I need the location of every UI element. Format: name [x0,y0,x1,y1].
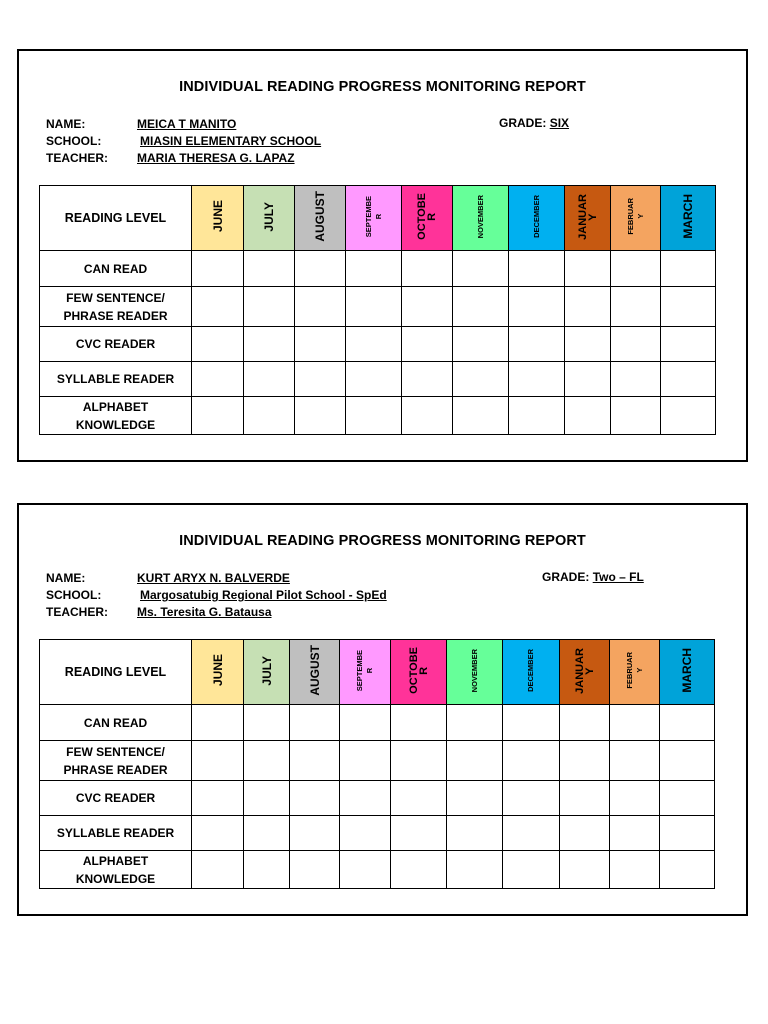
month-label: JULY [259,655,274,686]
progress-cell[interactable] [244,816,290,851]
progress-cell[interactable] [661,327,716,362]
month-header [447,640,503,705]
table-row [40,816,715,851]
progress-cell[interactable] [661,397,716,435]
table-row [40,362,716,397]
progress-table [39,639,715,889]
month-label: OCTOBE R [416,193,438,240]
progress-cell[interactable] [661,362,716,397]
progress-cell[interactable] [503,851,560,889]
progress-cell[interactable] [565,251,611,287]
progress-cell[interactable] [391,816,447,851]
progress-cell[interactable] [453,287,509,327]
progress-cell[interactable] [560,781,610,816]
progress-cell[interactable] [244,287,295,327]
progress-cell[interactable] [340,851,391,889]
school-label: SCHOOL: [46,134,102,148]
progress-cell[interactable] [610,781,660,816]
grade-value: Two – FL [592,570,644,584]
progress-cell[interactable] [391,851,447,889]
teacher-name: MARIA THERESA G. LAPAZ [137,151,295,165]
progress-cell[interactable] [447,781,503,816]
progress-cell[interactable] [295,397,346,435]
progress-cell[interactable] [509,287,565,327]
progress-cell[interactable] [340,741,391,781]
progress-cell[interactable] [565,287,611,327]
month-label: MARCH [680,648,694,693]
progress-cell[interactable] [295,287,346,327]
grade-field [499,116,569,130]
reading-level-label: FEW SENTENCE/ PHRASE READER [40,741,192,781]
month-label: AUGUST [313,191,327,242]
grade-label: GRADE: [542,570,590,584]
table-row [40,251,716,287]
month-label: FEBRUAR Y [624,652,644,689]
month-label: SEPTEMBE R [363,195,383,238]
progress-cell[interactable] [509,362,565,397]
progress-cell[interactable] [346,327,402,362]
progress-cell[interactable] [447,741,503,781]
reading-level-header: READING LEVEL [40,186,192,251]
reading-level-label: CVC READER [40,781,192,816]
month-header [346,186,402,251]
progress-cell[interactable] [447,816,503,851]
progress-cell[interactable] [244,851,290,889]
progress-cell[interactable] [290,741,340,781]
report-title: INDIVIDUAL READING PROGRESS MONITORING REPORT [179,79,586,95]
reading-level-label: ALPHABET KNOWLEDGE [40,851,192,889]
month-header [244,640,290,705]
table-row [40,397,716,435]
teacher-name: Ms. Teresita G. Batausa [137,605,272,619]
month-label: JULY [262,201,276,232]
progress-cell[interactable] [453,362,509,397]
progress-cell[interactable] [391,705,447,741]
progress-cell[interactable] [192,327,244,362]
progress-cell[interactable] [402,251,453,287]
month-header [391,640,447,705]
progress-cell[interactable] [611,397,661,435]
school-name: Margosatubig Regional Pilot School - SpEd [140,588,387,602]
reading-level-label: CAN READ [40,705,192,741]
progress-cell[interactable] [560,741,610,781]
month-header [295,186,346,251]
progress-cell[interactable] [565,327,611,362]
month-header [340,640,391,705]
progress-cell[interactable] [402,287,453,327]
progress-cell[interactable] [560,816,610,851]
progress-cell[interactable] [661,287,716,327]
progress-cell[interactable] [610,851,660,889]
progress-cell[interactable] [503,816,560,851]
progress-cell[interactable] [290,781,340,816]
table-row [40,851,715,889]
report-title: INDIVIDUAL READING PROGRESS MONITORING REPORT [179,533,586,549]
teacher-label: TEACHER: [46,151,108,165]
progress-cell[interactable] [560,851,610,889]
progress-cell[interactable] [661,251,716,287]
grade-field [542,570,644,584]
student-name: KURT ARYX N. BALVERDE [137,571,290,585]
progress-cell[interactable] [340,705,391,741]
progress-cell[interactable] [290,705,340,741]
report-card [17,49,748,462]
progress-cell[interactable] [391,781,447,816]
progress-cell[interactable] [611,327,661,362]
month-label: JANUAR Y [576,193,599,240]
progress-cell[interactable] [402,327,453,362]
progress-cell[interactable] [611,251,661,287]
table-row [40,781,715,816]
progress-cell[interactable] [244,705,290,741]
month-header [192,186,244,251]
month-header [503,640,560,705]
month-header [402,186,453,251]
progress-cell[interactable] [660,781,715,816]
progress-cell[interactable] [340,816,391,851]
month-header [244,186,295,251]
progress-cell[interactable] [346,362,402,397]
progress-cell[interactable] [295,327,346,362]
name-label: NAME: [46,571,86,585]
progress-cell[interactable] [402,397,453,435]
table-row [40,705,715,741]
progress-cell[interactable] [346,251,402,287]
reading-level-header: READING LEVEL [40,640,192,705]
progress-cell[interactable] [244,251,295,287]
progress-cell[interactable] [192,287,244,327]
progress-cell[interactable] [244,397,295,435]
progress-cell[interactable] [503,781,560,816]
progress-cell[interactable] [192,362,244,397]
progress-cell[interactable] [453,327,509,362]
progress-cell[interactable] [453,397,509,435]
reading-level-label: CAN READ [40,251,192,287]
month-label: JUNE [210,200,225,233]
progress-table [39,185,716,435]
table-row [40,287,716,327]
month-header [610,640,660,705]
progress-cell[interactable] [244,327,295,362]
student-name: MEICA T MANITO [137,117,237,131]
month-label: DECEMBER [526,649,535,692]
progress-cell[interactable] [244,362,295,397]
month-header [560,640,610,705]
month-label: NOVEMBER [469,648,479,693]
progress-cell[interactable] [346,397,402,435]
report-card [17,503,748,916]
reading-level-label: ALPHABET KNOWLEDGE [40,397,192,435]
month-label: FEBRUAR Y [625,198,645,235]
progress-cell[interactable] [660,816,715,851]
progress-cell[interactable] [610,705,660,741]
month-label: JANUAR Y [573,647,596,694]
month-header [565,186,611,251]
progress-cell[interactable] [192,741,244,781]
progress-cell[interactable] [391,741,447,781]
school-name: MIASIN ELEMENTARY SCHOOL [140,134,322,148]
progress-cell[interactable] [192,705,244,741]
progress-cell[interactable] [565,397,611,435]
month-label: AUGUST [307,645,322,696]
month-label: DECEMBER [531,195,541,238]
progress-cell[interactable] [610,816,660,851]
progress-cell[interactable] [503,741,560,781]
month-label: SEPTEMBE R [355,649,374,692]
progress-cell[interactable] [290,851,340,889]
month-header [192,640,244,705]
progress-cell[interactable] [453,251,509,287]
progress-cell[interactable] [610,741,660,781]
progress-cell[interactable] [340,781,391,816]
month-label: NOVEMBER [475,194,485,239]
progress-cell[interactable] [509,251,565,287]
reading-level-label: SYLLABLE READER [40,362,192,397]
progress-cell[interactable] [244,781,290,816]
progress-cell[interactable] [192,251,244,287]
table-row [40,327,716,362]
progress-cell[interactable] [660,851,715,889]
month-header [660,640,715,705]
grade-label: GRADE: [499,116,547,130]
month-header [611,186,661,251]
month-header [661,186,716,251]
progress-cell[interactable] [509,397,565,435]
progress-cell[interactable] [560,705,610,741]
progress-cell[interactable] [611,362,661,397]
progress-cell[interactable] [192,851,244,889]
reading-level-label: FEW SENTENCE/ PHRASE READER [40,287,192,327]
progress-cell[interactable] [192,781,244,816]
reading-level-label: CVC READER [40,327,192,362]
progress-cell[interactable] [192,397,244,435]
progress-cell[interactable] [192,816,244,851]
reading-level-label: SYLLABLE READER [40,816,192,851]
month-label: JUNE [210,654,225,687]
progress-cell[interactable] [402,362,453,397]
progress-cell[interactable] [509,327,565,362]
grade-value: SIX [549,116,570,130]
progress-cell[interactable] [660,705,715,741]
progress-cell[interactable] [565,362,611,397]
teacher-label: TEACHER: [46,605,108,619]
progress-cell[interactable] [295,251,346,287]
month-label: MARCH [681,194,695,239]
month-header [453,186,509,251]
progress-cell[interactable] [611,287,661,327]
month-label: OCTOBE R [407,647,430,694]
name-label: NAME: [46,117,86,131]
progress-cell[interactable] [447,705,503,741]
progress-cell[interactable] [503,705,560,741]
progress-cell[interactable] [447,851,503,889]
table-row [40,741,715,781]
progress-cell[interactable] [346,287,402,327]
school-label: SCHOOL: [46,588,102,602]
progress-cell[interactable] [290,816,340,851]
month-header [509,186,565,251]
progress-cell[interactable] [660,741,715,781]
progress-cell[interactable] [244,741,290,781]
progress-cell[interactable] [295,362,346,397]
month-header [290,640,340,705]
